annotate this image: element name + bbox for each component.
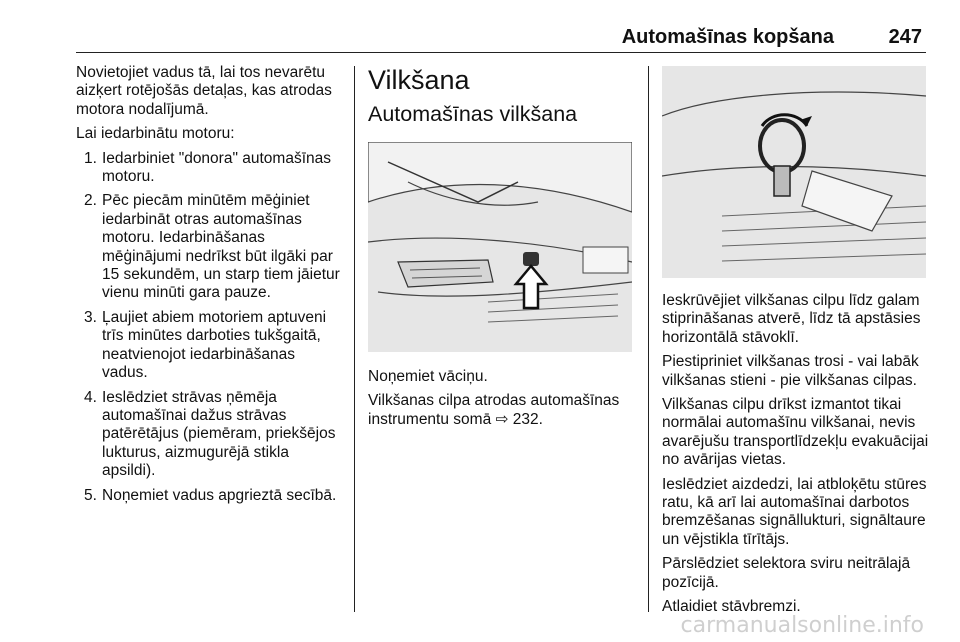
paragraph: Pārslēdziet selektora sviru neitrālajā pozīcijā. bbox=[662, 555, 911, 591]
step-number: 1. bbox=[84, 149, 97, 167]
list-item bbox=[76, 192, 344, 302]
paragraph: Ieslēdziet aizdedzi, lai atbloķētu stūres ratu, kā arī lai automašīnai darbotos bremzēšanas signāllukturi, signāltaure un vējstikla tīrītājs. bbox=[662, 475, 927, 548]
step-number: 2. bbox=[84, 192, 97, 210]
column-left bbox=[76, 64, 344, 511]
paragraph: Piestipriniet vilkšanas trosi - vai labāk vilkšanas stieni - pie vilkšanas cilpas. bbox=[662, 353, 919, 389]
watermark: carmanualsonline.info bbox=[680, 613, 924, 638]
page-number: 247 bbox=[888, 26, 922, 48]
column-middle bbox=[368, 64, 636, 435]
step-text: Pēc piecām minūtēm mēģiniet iedarbināt otras automašīnas motoru. Iedarbināšanas mēģinājumi nedrīkst būt ilgāki par 15 sekundēm, un starp tiem jāietur vienu minūti gara pauze. bbox=[102, 192, 340, 302]
section-title: Automašīnas kopšana bbox=[621, 26, 834, 48]
step-text: Noņemiet vadus apgrieztā secībā. bbox=[102, 486, 337, 504]
column-divider bbox=[354, 66, 355, 612]
steps-list bbox=[76, 150, 344, 505]
towing-eye-illustration bbox=[662, 66, 926, 278]
bumper-cover-illustration bbox=[368, 142, 632, 352]
page-header bbox=[76, 26, 926, 53]
towing-eye-location-text: Vilkšanas cilpa atrodas automašīnas instrumentu somā ⇨ 232. bbox=[368, 392, 620, 428]
subsection-heading: Automašīnas vilkšana bbox=[368, 102, 578, 126]
list-item bbox=[76, 150, 344, 187]
paragraph: Vilkšanas cilpu drīkst izmantot tikai normālai automašīnu vilkšanai, nevis avarējušu transportlīdzekļu evakuācijai no avārijas vietas. bbox=[662, 396, 929, 469]
list-item bbox=[76, 309, 344, 383]
list-item bbox=[76, 487, 344, 505]
step-number: 3. bbox=[84, 308, 97, 326]
remove-cover-text: Noņemiet vāciņu. bbox=[368, 368, 488, 385]
step-text: Ieslēdziet strāvas ņēmēja automašīnai dažus strāvas patērētājus (piemēram, priekšējos lukturus, aizmugurējā stikla apsildi). bbox=[102, 388, 336, 480]
column-right bbox=[662, 292, 932, 623]
intro-paragraph: Novietojiet vadus tā, lai tos nevarētu aizķert rotējošās detaļas, kas atrodas motora nodalījumā. bbox=[76, 64, 332, 118]
step-number: 4. bbox=[84, 388, 97, 406]
list-item bbox=[76, 389, 344, 481]
step-text: Ļaujiet abiem motoriem aptuveni trīs minūtes darboties tukšgaitā, neatvienojot iedarbināšanas vadus. bbox=[102, 308, 327, 382]
section-heading: Vilkšana bbox=[368, 65, 470, 95]
step-text: Iedarbiniet "donora" automašīnas motoru. bbox=[102, 149, 332, 186]
steps-lead: Lai iedarbinātu motoru: bbox=[76, 125, 235, 143]
paragraph: Atlaidiet stāvbremzi. bbox=[662, 598, 801, 616]
paragraph: Ieskrūvējiet vilkšanas cilpu līdz galam stiprināšanas atverē, līdz tā apstāsies horizontālā stāvoklī. bbox=[662, 292, 921, 346]
column-divider bbox=[648, 66, 649, 612]
step-number: 5. bbox=[84, 486, 97, 504]
